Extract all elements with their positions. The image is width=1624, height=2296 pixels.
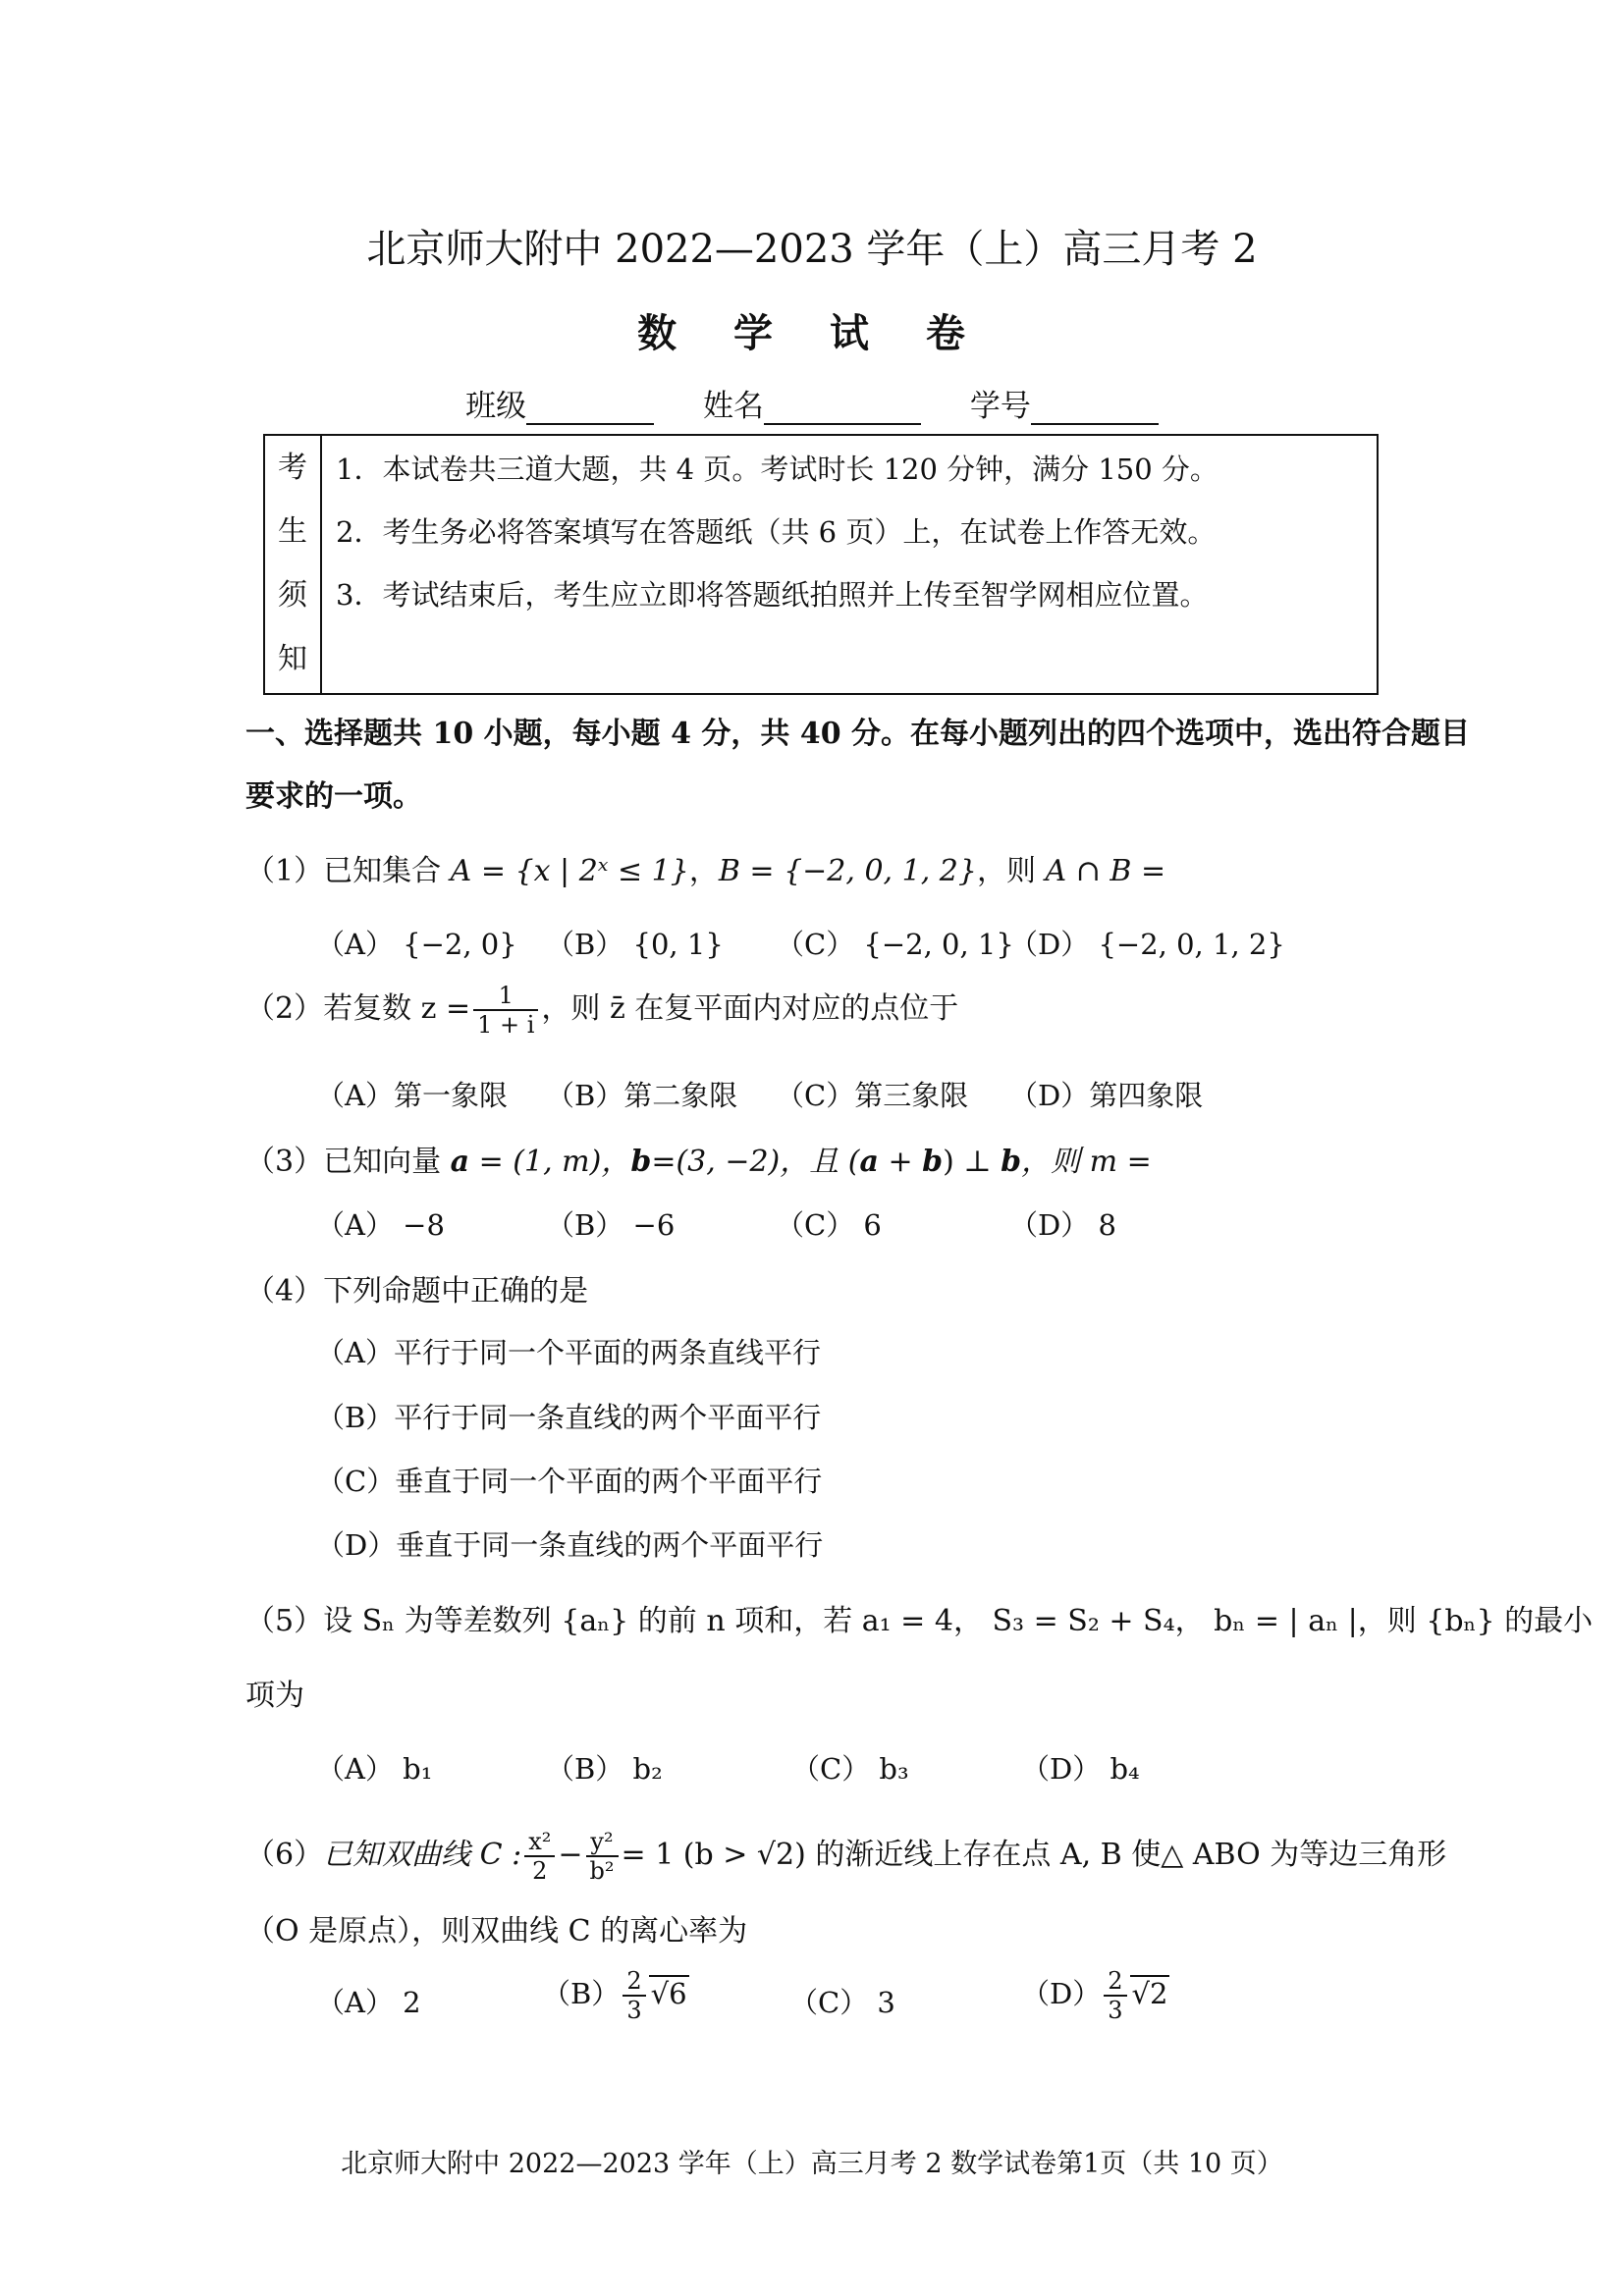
minus-sign: − [558,1838,583,1872]
vector-b: b [630,1145,652,1179]
question-number: （5） [245,1604,324,1638]
id-field [1031,394,1159,425]
option-b: （B） {0, 1} [546,928,724,961]
question-stem: 已知双曲线 C : [323,1838,522,1872]
option-c: （C）垂直于同一个平面的两个平面平行 [316,1465,823,1498]
fraction-numerator: 2 [1104,1967,1126,1997]
set-b-expr: B = {−2, 0, 1, 2} [718,854,977,888]
question-1 [245,846,1165,889]
notice-label-char: 知 [278,642,307,676]
section-heading: 一、选择题共 10 小题，每小题 4 分，共 40 分。在每小题列出的四个选项中，选出符合题目 [245,717,1471,751]
option-a: （A） {−2, 0} [316,928,517,961]
question-2 [245,982,958,1039]
question-number: （1） [245,854,324,888]
fraction-denominator: 1 + i [477,1011,535,1039]
question-stem: 设 Sₙ 为等差数列 {aₙ} 的前 n 项和，若 a₁ = 4， S₃ = S₂ + S₄， bₙ = | aₙ |，则 {bₙ} 的最小 [323,1604,1594,1638]
intersection-expr: A ∩ B = [1045,854,1166,888]
fraction-numerator: 2 [623,1967,645,1997]
notice-label-char: 生 [278,514,307,549]
option-d: （D）垂直于同一条直线的两个平面平行 [316,1528,824,1562]
fraction [524,1828,555,1885]
vector-a: a [859,1145,879,1179]
option-d: （D） 8 [1009,1208,1116,1242]
fraction-denominator: 3 [1108,1997,1123,2024]
option-b: （B） −6 [546,1208,676,1242]
option-c: （C）第三象限 [776,1079,969,1112]
question-number: （6） [245,1838,324,1872]
question-stem-cont: ，则 z̄ 在复平面内对应的点位于 [541,991,959,1026]
fraction [1104,1967,1126,2024]
option-b: （B）平行于同一条直线的两个平面平行 [316,1401,822,1434]
fraction-denominator: b² [589,1857,615,1885]
fraction [586,1828,619,1885]
radical: √6 [650,1977,687,2010]
id-label: 学号 [969,389,1031,424]
page-footer: 北京师大附中 2022—2023 学年（上）高三月考 2 数学试卷第1页（共 10 页） [341,2149,1283,2179]
question-stem-cont: ，则 m = [1021,1145,1152,1179]
question-stem: 已知集合 [323,854,451,888]
fraction-numerator: y² [586,1828,619,1857]
name-field [764,394,921,425]
option-a: （A） b₁ [316,1752,433,1786]
question-stem: 下列命题中正确的是 [323,1274,589,1308]
notice-label-char: 考 [278,451,307,485]
notice-items [336,450,1218,638]
option-c: （C） {−2, 0, 1} [776,928,1014,961]
question-stem: 若复数 z = [323,991,471,1026]
exam-subtitle: 数 学 试 卷 [637,310,987,356]
option-b [542,1967,689,2024]
student-info-row [0,381,1624,425]
fraction-denominator: 3 [626,1997,642,2024]
vector-b-value: =(3, −2)，且 ( [651,1145,860,1179]
class-label: 班级 [465,389,527,424]
question-4 [245,1266,588,1309]
option-c: （C） b₃ [791,1752,909,1786]
fraction-numerator: 1 [473,982,538,1011]
notice-label-char: 须 [278,578,307,613]
option-b: （B）第二象限 [546,1079,738,1112]
question-6-cont: （O 是原点），则双曲线 C 的离心率为 [245,1914,748,1949]
vector-a-value: = (1, m)， [469,1145,631,1179]
option-b-label: （B） [542,1977,621,2010]
option-a: （A）第一象限 [316,1079,508,1112]
fraction [473,982,538,1039]
notice-item: 2．考生务必将答案填写在答题纸（共 6 页）上，在试卷上作答无效。 [336,515,1217,549]
question-number: （3） [245,1145,324,1179]
option-d: （D）第四象限 [1009,1079,1204,1112]
option-d [1021,1967,1169,2024]
question-5-cont: 项为 [245,1679,304,1713]
set-a-expr: A = {x | 2ˣ ≤ 1} [450,854,689,888]
question-stem: 已知向量 [323,1145,451,1179]
question-stem-cont: = 1 (b > √2) 的渐近线上存在点 A, B 使△ ABO 为等边三角形 [621,1838,1447,1872]
fraction [623,1967,645,2024]
fraction-numerator: x² [524,1828,555,1857]
class-field [526,394,654,425]
fraction-denominator: 2 [532,1857,548,1885]
question-number: （4） [245,1274,324,1308]
option-c: （C） 3 [789,1986,895,2019]
exam-title: 北京师大附中 2022—2023 学年（上）高三月考 2 [366,227,1258,272]
section-heading-cont: 要求的一项。 [245,779,422,814]
perp-sign: ) ⊥ [943,1145,1001,1179]
notice-box [263,434,1379,695]
separator: ， [688,854,719,888]
notice-label [265,436,322,693]
option-d-label: （D） [1021,1977,1102,2010]
notice-item: 1．本试卷共三道大题，共 4 页。考试时长 120 分钟，满分 150 分。 [336,453,1218,486]
option-a: （A） −8 [316,1208,445,1242]
name-label: 姓名 [703,389,764,424]
vector-b: b [1001,1145,1022,1179]
radical: √2 [1131,1977,1168,2010]
question-stem-cont: ，则 [976,854,1046,888]
option-a: （A） 2 [316,1986,421,2019]
option-c: （C） 6 [776,1208,882,1242]
option-b: （B） b₂ [546,1752,663,1786]
option-d: （D） b₄ [1021,1752,1140,1786]
option-d: （D） {−2, 0, 1, 2} [1009,928,1285,961]
question-number: （2） [245,991,324,1026]
question-3 [245,1137,1152,1180]
question-5 [245,1596,1593,1639]
vector-b: b [922,1145,944,1179]
option-a: （A）平行于同一个平面的两条直线平行 [316,1336,821,1369]
question-6 [245,1828,1446,1885]
vector-a: a [450,1145,470,1179]
notice-item: 3．考试结束后，考生应立即将答题纸拍照并上传至智学网相应位置。 [336,578,1209,612]
plus-sign: + [878,1145,923,1179]
